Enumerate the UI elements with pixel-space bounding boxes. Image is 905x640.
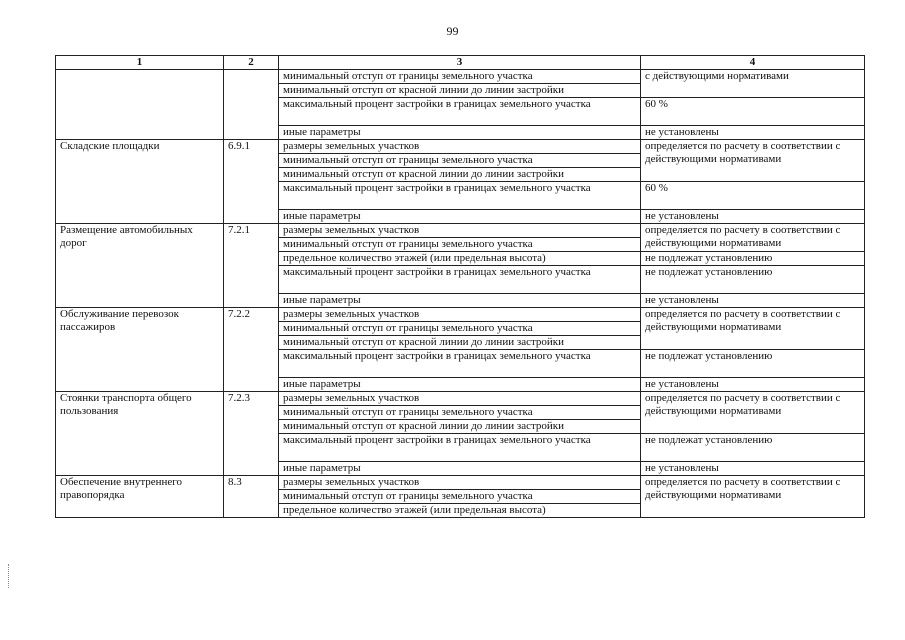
table-row — [56, 140, 865, 154]
parameter-cell: предельное количество этажей (или предельная высота) — [279, 504, 641, 518]
use-name-cell: Складские площадки — [56, 140, 224, 224]
scan-margin-mark — [8, 564, 12, 588]
use-code-cell: 7.2.1 — [224, 224, 279, 308]
table-row — [56, 392, 865, 406]
value-cell: не подлежат установлению — [641, 350, 865, 378]
value-cell: не установлены — [641, 126, 865, 140]
use-code-cell: 7.2.3 — [224, 392, 279, 476]
value-cell: не установлены — [641, 294, 865, 308]
value-cell: определяется по расчету в соответствии с действующими нормативами — [641, 308, 865, 350]
table-row — [56, 70, 865, 84]
parameter-cell: минимальный отступ от границы земельного участка — [279, 154, 641, 168]
parameter-cell: максимальный процент застройки в границах земельного участка — [279, 98, 641, 126]
parameter-cell: иные параметры — [279, 294, 641, 308]
parameter-cell: минимальный отступ от границы земельного участка — [279, 490, 641, 504]
use-code-cell — [224, 70, 279, 140]
use-name-cell — [56, 70, 224, 140]
use-name-cell: Обслуживание перевозок пассажиров — [56, 308, 224, 392]
parameter-cell: минимальный отступ от границы земельного участка — [279, 70, 641, 84]
header-col-1: 1 — [56, 56, 224, 70]
header-col-2: 2 — [224, 56, 279, 70]
value-cell: 60 % — [641, 98, 865, 126]
parameter-cell: предельное количество этажей (или предельная высота) — [279, 252, 641, 266]
page-number: 99 — [446, 24, 459, 38]
regulations-table — [55, 55, 865, 518]
use-code-cell: 7.2.2 — [224, 308, 279, 392]
table-row — [56, 308, 865, 322]
parameter-cell: максимальный процент застройки в границах земельного участка — [279, 350, 641, 378]
use-name-cell: Стоянки транспорта общего пользования — [56, 392, 224, 476]
parameter-cell: минимальный отступ от границы земельного участка — [279, 322, 641, 336]
parameter-cell: минимальный отступ от красной линии до линии застройки — [279, 336, 641, 350]
parameter-cell: минимальный отступ от границы земельного участка — [279, 406, 641, 420]
value-cell: не установлены — [641, 378, 865, 392]
parameter-cell: размеры земельных участков — [279, 308, 641, 322]
parameter-cell: иные параметры — [279, 378, 641, 392]
value-cell: определяется по расчету в соответствии с действующими нормативами — [641, 224, 865, 252]
table-row — [56, 476, 865, 490]
parameter-cell: минимальный отступ от красной линии до линии застройки — [279, 84, 641, 98]
parameter-cell: иные параметры — [279, 462, 641, 476]
parameter-cell: иные параметры — [279, 126, 641, 140]
use-code-cell: 8.3 — [224, 476, 279, 518]
value-cell: не установлены — [641, 462, 865, 476]
parameter-cell: размеры земельных участков — [279, 476, 641, 490]
value-cell: определяется по расчету в соответствии с действующими нормативами — [641, 140, 865, 182]
value-cell: определяется по расчету в соответствии с действующими нормативами — [641, 392, 865, 434]
use-name-cell: Обеспечение внутреннего правопорядка — [56, 476, 224, 518]
parameter-cell: размеры земельных участков — [279, 140, 641, 154]
parameter-cell: размеры земельных участков — [279, 224, 641, 238]
header-col-4: 4 — [641, 56, 865, 70]
parameter-cell: максимальный процент застройки в границах земельного участка — [279, 434, 641, 462]
parameter-cell: минимальный отступ от красной линии до линии застройки — [279, 168, 641, 182]
value-cell: не подлежат установлению — [641, 266, 865, 294]
value-cell: не подлежат установлению — [641, 434, 865, 462]
parameter-cell: минимальный отступ от красной линии до линии застройки — [279, 420, 641, 434]
value-cell: определяется по расчету в соответствии с действующими нормативами — [641, 476, 865, 518]
value-cell: 60 % — [641, 182, 865, 210]
use-name-cell: Размещение автомобильных дорог — [56, 224, 224, 308]
parameter-cell: максимальный процент застройки в границах земельного участка — [279, 182, 641, 210]
parameter-cell: иные параметры — [279, 210, 641, 224]
parameter-cell: минимальный отступ от границы земельного участка — [279, 238, 641, 252]
value-cell: с действующими нормативами — [641, 70, 865, 98]
header-row — [56, 56, 865, 70]
parameter-cell: размеры земельных участков — [279, 392, 641, 406]
use-code-cell: 6.9.1 — [224, 140, 279, 224]
table-row — [56, 224, 865, 238]
parameter-cell: максимальный процент застройки в границах земельного участка — [279, 266, 641, 294]
value-cell: не подлежат установлению — [641, 252, 865, 266]
header-col-3: 3 — [279, 56, 641, 70]
value-cell: не установлены — [641, 210, 865, 224]
